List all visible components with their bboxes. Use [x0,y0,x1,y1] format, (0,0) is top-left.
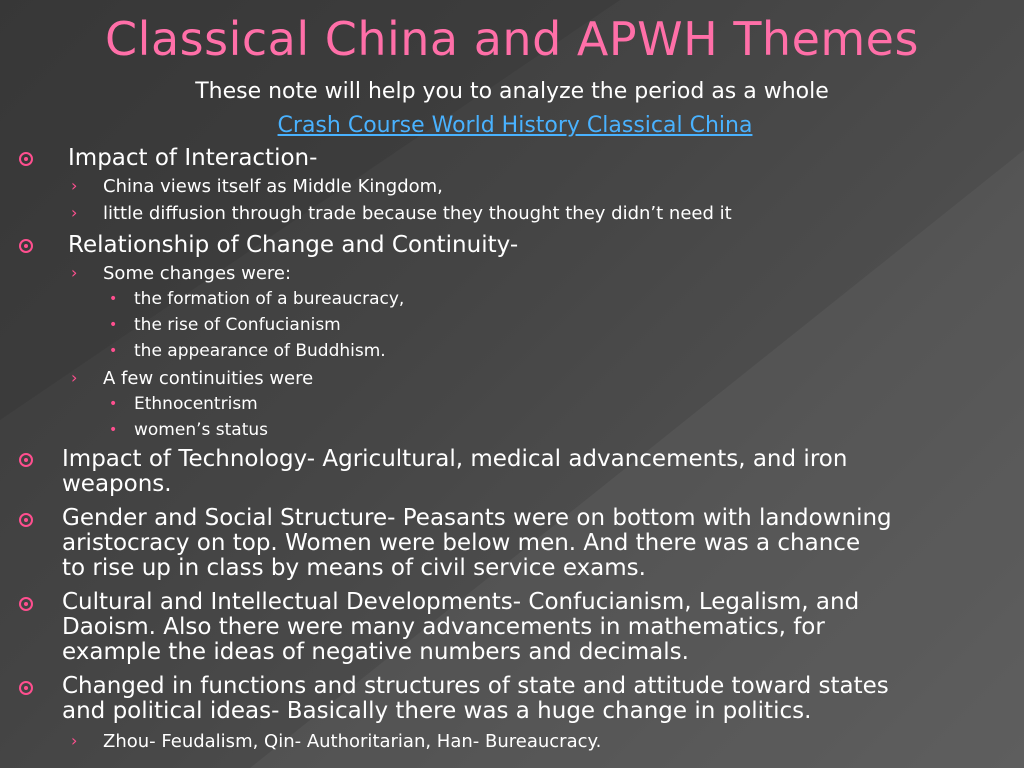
bullet-icon [19,513,33,527]
sub-bullet-dynasties: Zhou- Feudalism, Qin- Authoritarian, Han- Bureaucracy. [103,731,602,752]
dot-bullet-icon: • [109,343,118,359]
bullet-change-continuity: Relationship of Change and Continuity- [68,232,519,258]
crash-course-link[interactable]: Crash Course World History Classical China [277,113,753,138]
sub-bullet-diffusion: little diffusion through trade because they thought they didn’t need it [103,203,732,224]
slide-title: Classical China and APWH Themes [105,12,919,66]
slide-subtitle: These note will help you to analyze the period as a whole [195,79,829,104]
bullet-technology: Impact of Technology- Agricultural, medical advancements, and iron weapons. [62,446,848,497]
dot-bullet-icon: • [109,317,118,333]
change-item-bureaucracy: the formation of a bureaucracy, [134,289,405,309]
dot-bullet-icon: • [109,396,118,412]
bullet-icon [19,453,33,467]
chevron-bullet-icon: › [71,176,78,195]
change-item-confucianism: the rise of Confucianism [134,315,341,335]
bullet-gender-social: Gender and Social Structure- Peasants were on bottom with landowning aristocracy on top. Women were below men. And there was a chance to rise up in class by means of civil service exams. [62,505,892,581]
continuity-item-womens-status: women’s status [134,420,268,440]
dot-bullet-icon: • [109,422,118,438]
sub-bullet-middle-kingdom: China views itself as Middle Kingdom, [103,176,443,197]
bullet-cultural: Cultural and Intellectual Developments- Confucianism, Legalism, and Daoism. Also there were many advancements in mathematics, for example the ideas of negative numbers and decimals. [62,589,860,665]
bullet-icon [19,239,33,253]
chevron-bullet-icon: › [71,203,78,222]
continuity-item-ethnocentrism: Ethnocentrism [134,394,258,414]
bullet-icon [19,152,33,166]
sub-bullet-continuities-label: A few continuities were [103,368,314,389]
bullet-state: Changed in functions and structures of state and attitude toward states and political ideas- Basically there was a huge change in politics. [62,673,889,724]
dot-bullet-icon: • [109,291,118,307]
chevron-bullet-icon: › [71,368,78,387]
chevron-bullet-icon: › [71,263,78,282]
change-item-buddhism: the appearance of Buddhism. [134,341,386,361]
bullet-icon [19,597,33,611]
bullet-interaction: Impact of Interaction- [68,145,318,171]
sub-bullet-changes-label: Some changes were: [103,263,292,284]
bullet-icon [19,681,33,695]
chevron-bullet-icon: › [71,731,78,750]
